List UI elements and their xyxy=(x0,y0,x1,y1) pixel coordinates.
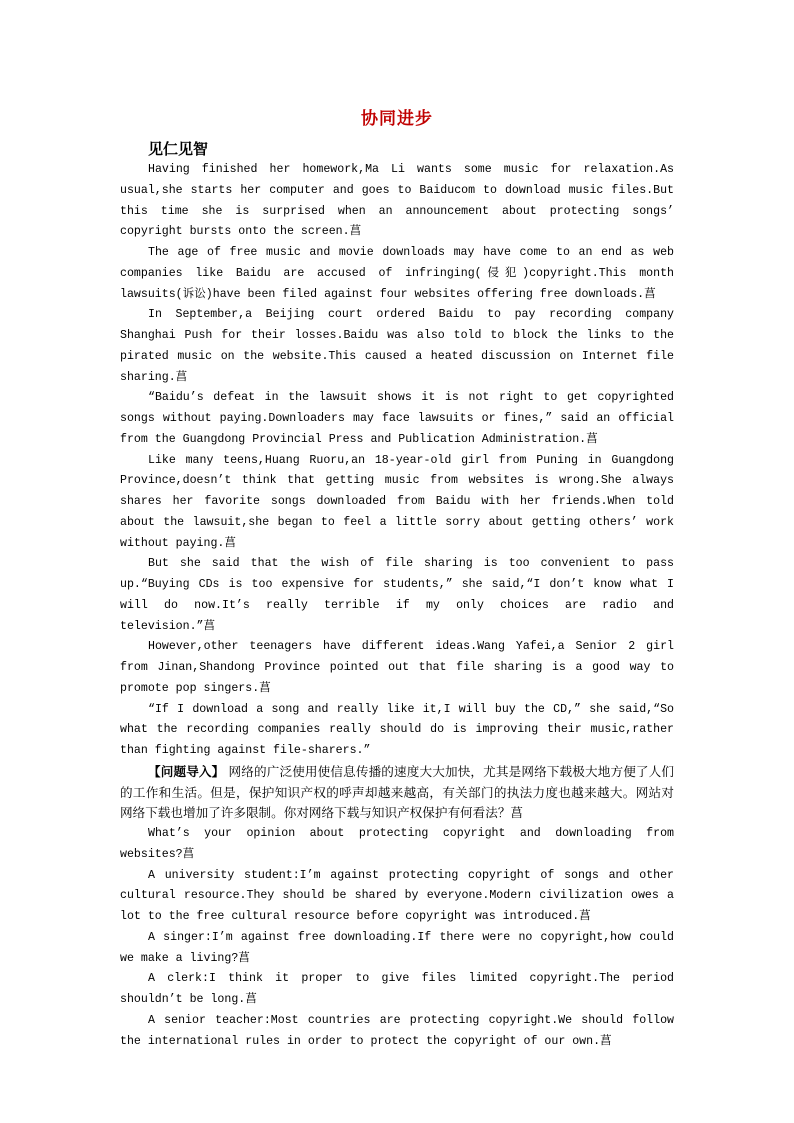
paragraph: A singer:I’m against free downloading.If there were no copyright,how could we make a living?菖 xyxy=(120,930,674,965)
paragraph: “If I download a song and really like it,I will buy the CD,” she said,“So what the recording companies really should do is improving their music,rather than fighting against file-sharers.” xyxy=(120,702,674,757)
lead-in-paragraph xyxy=(120,762,674,824)
paragraph: However,other teenagers have different ideas.Wang Yafei,a Senior 2 girl from Jinan,Shandong Province pointed out that file sharing is a good way to promote pop singers.菖 xyxy=(120,640,674,695)
paragraph: Having finished her homework,Ma Li wants some music for relaxation.As usual,she starts her computer and goes to Baiducom to download music files.But this time she is surprised when an announcement about protecting songs’ copyright bursts onto the screen.菖 xyxy=(120,163,674,239)
lead-in-text: 网络的广泛使用使信息传播的速度大大加快，尤其是网络下载极大地方便了人们的工作和生活。但是，保护知识产权的呼声却越来越高，有关部门的执法力度也越来越大。网站对网络下载也增加了许多限制。你对网络下载与知识产权保护有何看法？菖 xyxy=(120,763,674,821)
document-title: 协同进步 xyxy=(361,109,433,129)
paragraph: Like many teens,Huang Ruoru,an 18-year-old girl from Puning in Guangdong Province,doesn’t think that getting music from websites is wrong.She always shares her favorite songs downloaded from Baidu with her friends.When told about the lawsuit,she began to feel a little sorry about getting others’ work without paying.菖 xyxy=(120,453,674,550)
paragraph: The age of free music and movie downloads may have come to an end as web companies like Baidu are accused of infringing(侵犯)copyright.This month lawsuits(诉讼)have been filed against four websites offering free downloads.菖 xyxy=(120,246,674,301)
paragraph: A clerk:I think it proper to give files limited copyright.The period shouldn’t be long.菖 xyxy=(120,972,674,1006)
section-heading: 见仁见智 xyxy=(148,140,209,158)
paragraph: What’s your opinion about protecting copyright and downloading from websites?菖 xyxy=(120,827,674,861)
article-body xyxy=(120,160,674,1052)
paragraph: A university student:I’m against protecting copyright of songs and other cultural resource.They should be shared by everyone.Modern civilization owes a lot to the free cultural resource before copyright was introduced.菖 xyxy=(120,868,674,923)
paragraph: In September,a Beijing court ordered Baidu to pay recording company Shanghai Push for their losses.Baidu was also told to block the links to the pirated music on the website.This caused a heated discussion on Internet file sharing.菖 xyxy=(120,308,674,384)
paragraph: A senior teacher:Most countries are protecting copyright.We should follow the international rules in order to protect the copyright of our own.菖 xyxy=(120,1013,674,1048)
paragraph: “Baidu’s defeat in the lawsuit shows it is not right to get copyrighted songs without paying.Downloaders may face lawsuits or fines,” said an official from the Guangdong Provincial Press and Publication Administration.菖 xyxy=(120,391,674,446)
lead-in-label: 【问题导入】 xyxy=(148,763,225,779)
paragraph: But she said that the wish of file sharing is too convenient to pass up.“Buying CDs is too expensive for students,” she said,“I don’t know what I will do now.It’s really terrible if my only choices are radio and television.”菖 xyxy=(120,557,674,633)
